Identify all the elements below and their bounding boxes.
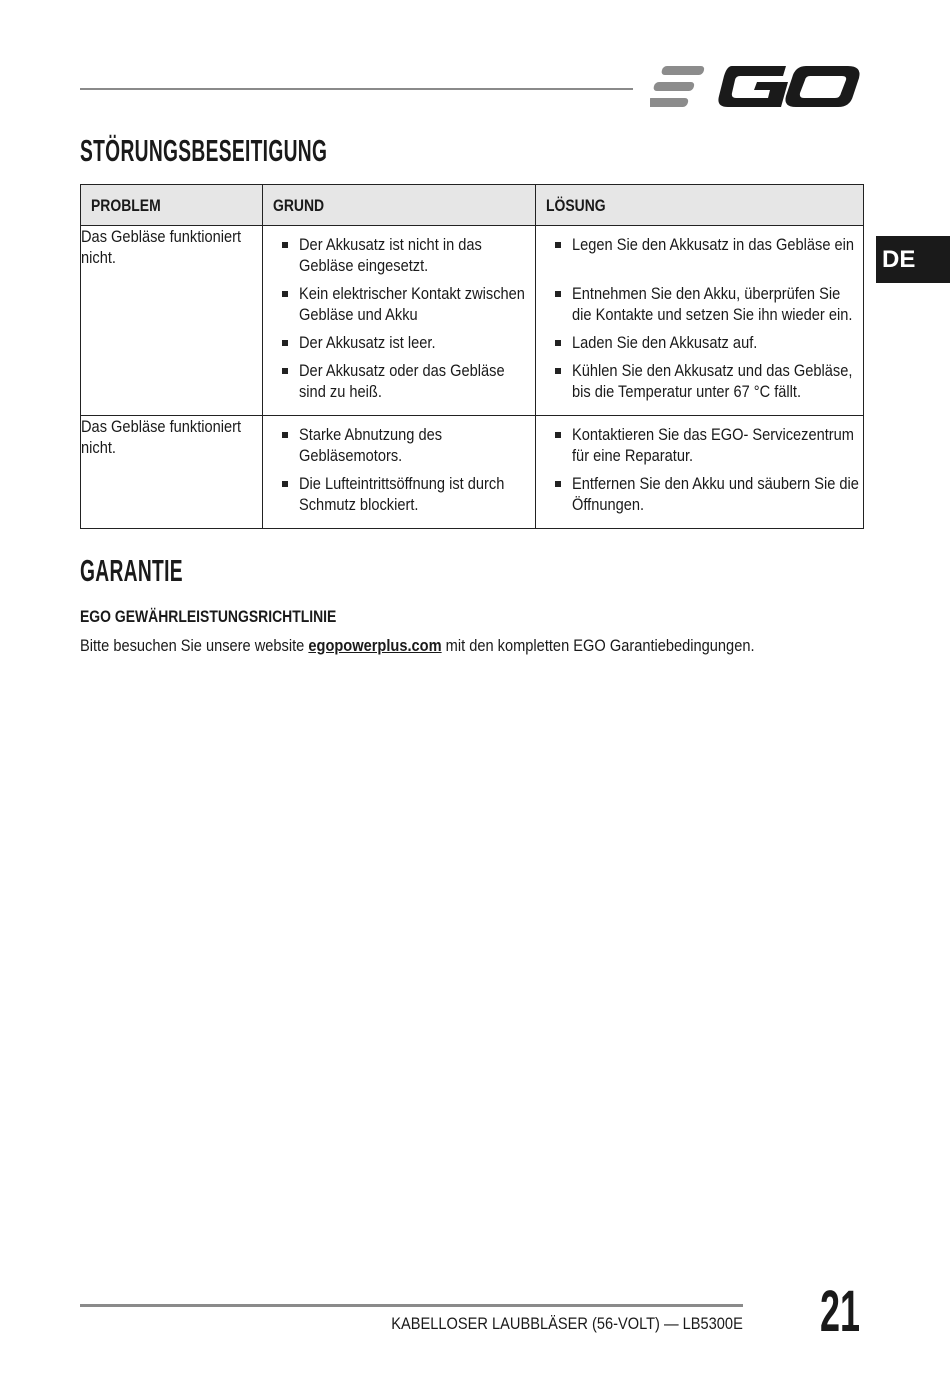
troubleshooting-table: [80, 184, 864, 529]
list-item: Laden Sie den Akkusatz auf.: [536, 332, 863, 353]
list-item: Starke Abnutzung des Gebläsemotors.: [263, 424, 535, 466]
website-link[interactable]: egopowerplus.com: [308, 636, 442, 655]
solution-cell: [536, 226, 864, 416]
warranty-text: Bitte besuchen Sie unsere website egopowerplus.com mit den kompletten EGO Garantiebedingungen.: [80, 636, 755, 655]
list-item: Die Lufteintrittsöffnung ist durch Schmutz blockiert.: [263, 473, 535, 515]
list-item: Legen Sie den Akkusatz in das Gebläse ein: [536, 234, 863, 255]
list-item: Kein elektrischer Kontakt zwischen Gebläse und Akku: [263, 283, 535, 325]
cause-cell: [263, 416, 536, 529]
cause-cell: [263, 226, 536, 416]
footer-title: KABELLOSER LAUBBLÄSER (56-VOLT) — LB5300E: [391, 1314, 743, 1333]
problem-cell: Das Gebläse funktioniert nicht.: [81, 416, 263, 529]
table-row: [81, 416, 864, 529]
footer-rule: [80, 1304, 743, 1307]
language-tab: DE: [876, 236, 950, 283]
list-item: Kontaktieren Sie das EGO- Servicezentrum für eine Reparatur.: [536, 424, 863, 466]
header-rule: [80, 88, 633, 90]
list-item: Entfernen Sie den Akku und säubern Sie die Öffnungen.: [536, 473, 863, 515]
list-item: Entnehmen Sie den Akku, überprüfen Sie die Kontakte und setzen Sie ihn wieder ein.: [536, 283, 863, 325]
troubleshooting-title: STÖRUNGSBESEITIGUNG: [80, 133, 328, 168]
warranty-title: GARANTIE: [80, 553, 183, 588]
table-row: [81, 226, 864, 416]
table-header-row: [81, 185, 864, 226]
header-cause: GRUND: [263, 185, 536, 226]
list-item: Der Akkusatz ist nicht in das Gebläse eingesetzt.: [263, 234, 535, 276]
warranty-subtitle: EGO GEWÄHRLEISTUNGSRICHTLINIE: [80, 607, 337, 626]
solution-cell: [536, 416, 864, 529]
header-solution: LÖSUNG: [536, 185, 864, 226]
page-number: 21: [820, 1279, 860, 1344]
ego-logo: [650, 62, 862, 112]
list-item: Kühlen Sie den Akkusatz und das Gebläse, bis die Temperatur unter 67 °C fällt.: [536, 360, 863, 402]
list-item: Der Akkusatz oder das Gebläse sind zu heiß.: [263, 360, 535, 402]
header-problem: PROBLEM: [81, 185, 263, 226]
list-item: Der Akkusatz ist leer.: [263, 332, 535, 353]
problem-cell: Das Gebläse funktioniert nicht.: [81, 226, 263, 416]
